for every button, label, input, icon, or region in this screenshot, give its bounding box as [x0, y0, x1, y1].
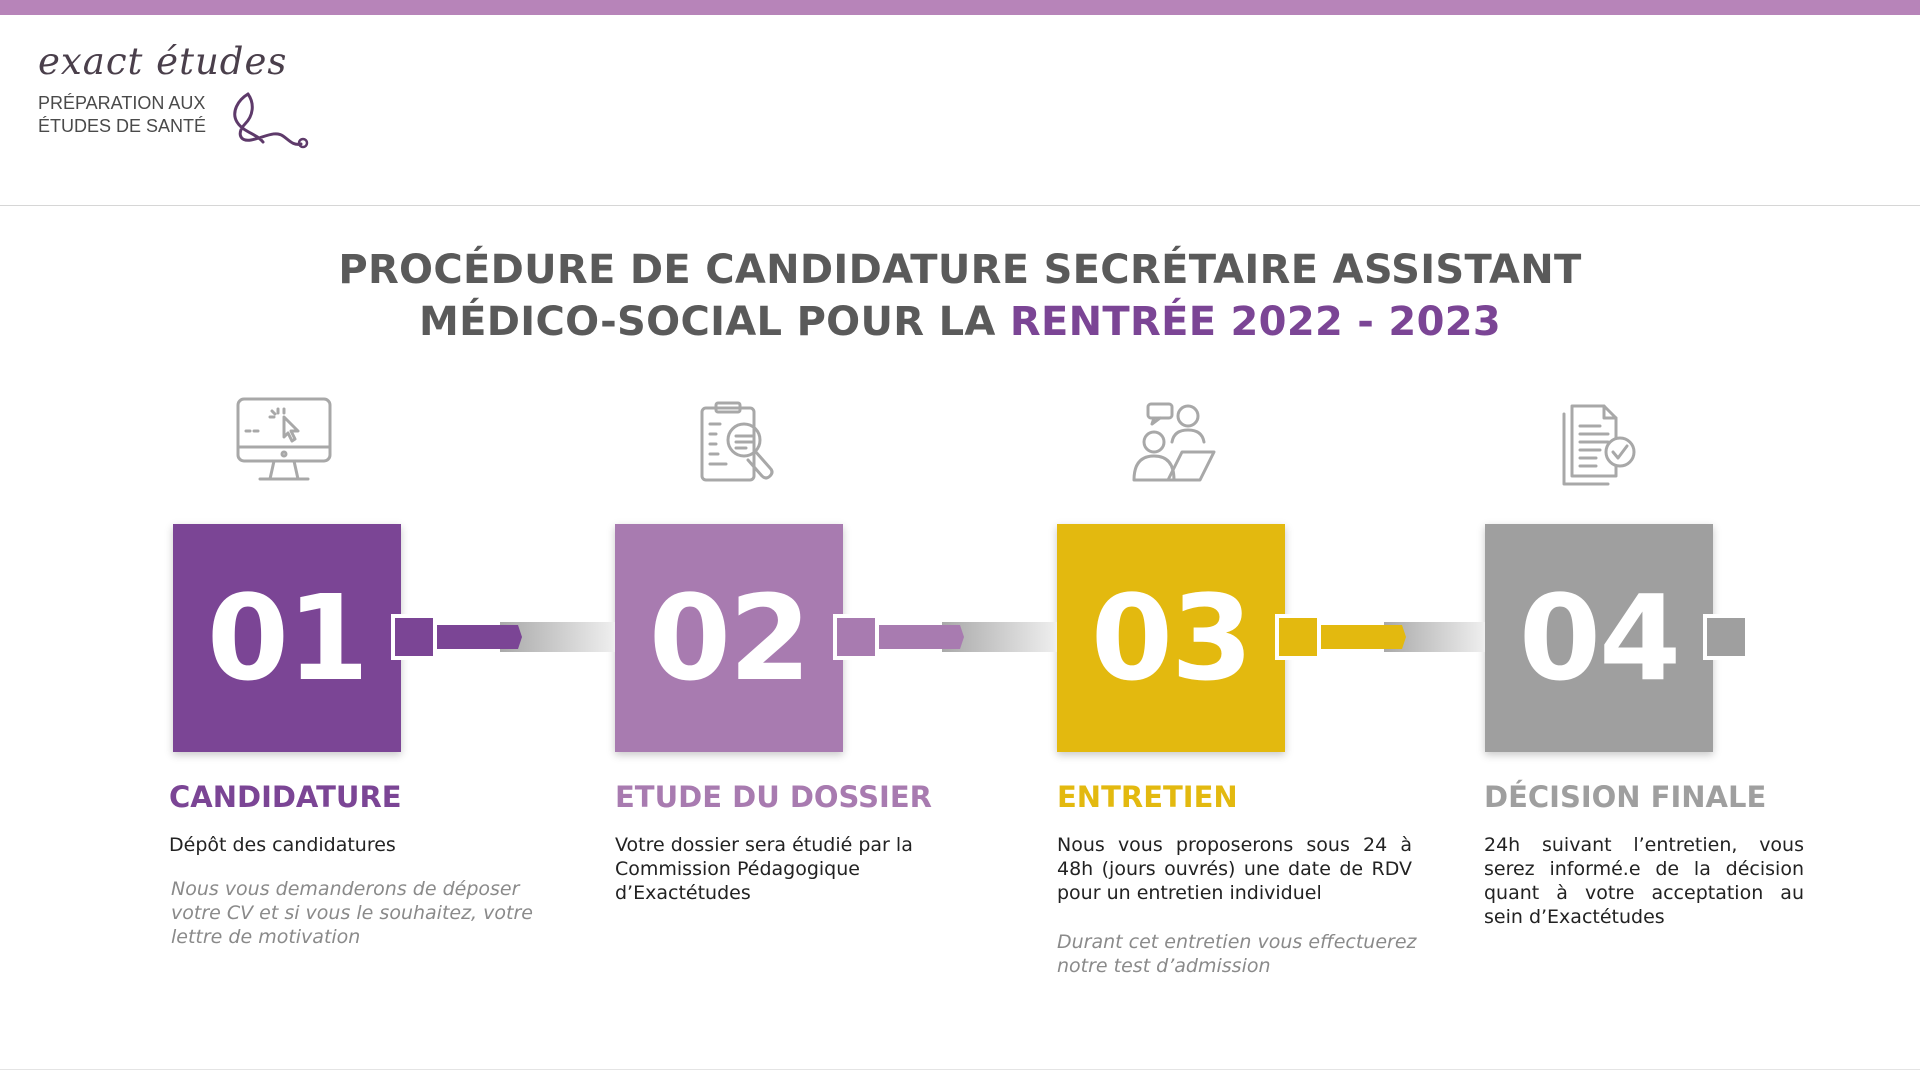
top-accent-bar — [0, 0, 1920, 15]
step-1-heading: CANDIDATURE — [169, 780, 402, 814]
step-4-description: 24h suivant l’entretien, vous serez informé.e de la décision quant à votre acceptation au sein d’Exactétudes — [1484, 834, 1804, 928]
connector-2-3 — [832, 612, 1057, 662]
connector-1-2 — [390, 612, 615, 662]
title-line-2-accent: RENTRÉE 2022 - 2023 — [1009, 299, 1501, 345]
step-2-number: 02 — [648, 569, 810, 707]
title-line-2 — [260, 296, 1660, 348]
step-4-number-box — [1485, 524, 1713, 752]
step-2-description: Votre dossier sera étudié par la Commission Pédagogique d’Exactétudes — [615, 834, 913, 904]
step-3-note: Durant cet entretien vous effectuerez notre test d’admission — [1057, 931, 1417, 977]
title-line-1: PROCÉDURE DE CANDIDATURE SECRÉTAIRE ASSISTANT — [338, 247, 1582, 293]
step-3-number: 03 — [1090, 569, 1252, 707]
header-divider — [0, 205, 1920, 206]
step-1-note: Nous vous demanderons de déposer votre CV et si vous le souhaitez, votre lettre de motivation — [171, 878, 533, 948]
step-3-description: Nous vous proposerons sous 24 à 48h (jours ouvrés) une date de RDV pour un entretien individuel — [1057, 834, 1412, 904]
step-4-number: 04 — [1518, 569, 1680, 707]
step-3-number-box — [1057, 524, 1285, 752]
page-title — [260, 244, 1660, 348]
step-3-heading: ENTRETIEN — [1057, 780, 1238, 814]
title-line-2-main: MÉDICO-SOCIAL POUR LA — [419, 299, 996, 345]
footer-divider — [0, 1069, 1920, 1070]
step-2-heading: ETUDE DU DOSSIER — [615, 780, 932, 814]
connector-4-end — [1702, 612, 1752, 662]
step-2-number-box — [615, 524, 843, 752]
document-search-icon — [698, 400, 782, 486]
logo-wordmark: exact études — [38, 40, 288, 83]
interview-people-icon — [1128, 400, 1216, 484]
logo-tagline-line2: ÉTUDES DE SANTÉ — [38, 116, 207, 136]
computer-click-icon — [234, 395, 334, 485]
step-1-number: 01 — [206, 569, 368, 707]
connector-3-4 — [1274, 612, 1485, 662]
step-1-description: Dépôt des candidatures — [169, 834, 396, 856]
logo-tagline-line1: PRÉPARATION AUX — [38, 93, 206, 113]
step-1-number-box — [173, 524, 401, 752]
step-4-heading: DÉCISION FINALE — [1484, 780, 1767, 814]
stethoscope-icon — [223, 90, 313, 150]
document-check-icon — [1560, 402, 1640, 486]
brand-logo[interactable] — [38, 40, 328, 160]
